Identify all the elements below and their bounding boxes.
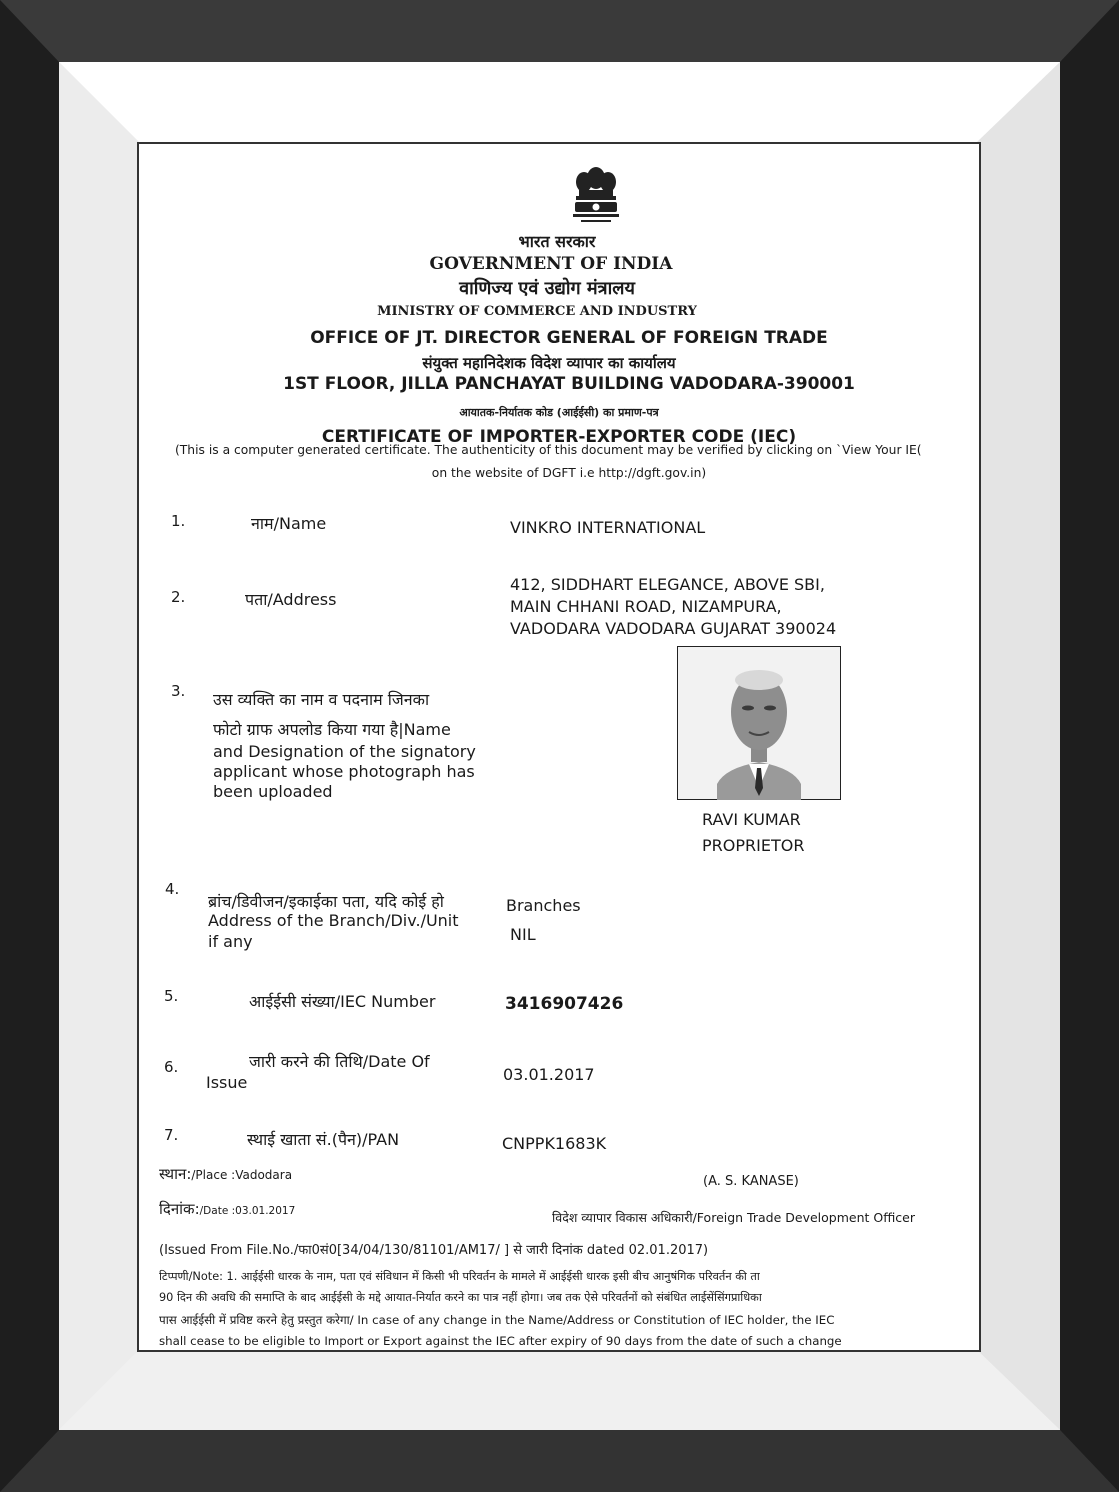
signatory-label-line: फोटो ग्राफ अपलोड किया गया है|Name bbox=[213, 720, 451, 739]
hindi-office-title: संयुक्त महानिदेशक विदेश व्यापार का कार्यालय bbox=[422, 354, 676, 372]
signatory-label-line: उस व्यक्ति का नाम व पदनाम जिनका bbox=[213, 690, 430, 709]
issue-date-label-line: जारी करने की तिथि/Date Of bbox=[249, 1052, 430, 1071]
iec-number-label: आईईसी संख्या/IEC Number bbox=[249, 992, 436, 1011]
place-value: /Place :Vadodara bbox=[191, 1168, 293, 1182]
address-label: पता/Address bbox=[245, 590, 337, 609]
field-number: 3. bbox=[171, 682, 186, 700]
address-line: 412, SIDDHART ELEGANCE, ABOVE SBI, bbox=[510, 575, 825, 594]
branch-label-line: if any bbox=[208, 932, 253, 951]
field-number: 4. bbox=[165, 880, 180, 898]
pan-label: स्थाई खाता सं.(पैन)/PAN bbox=[247, 1130, 400, 1149]
note-line: टिप्पणी/Note: 1. आईईसी धारक के नाम, पता एवं संविधान में किसी भी परिवर्तन के मामले में आईईसी धारक इसी बीच आनुषंगिक परिवर्तन की ता bbox=[159, 1270, 760, 1283]
date-value: /Date :03.01.2017 bbox=[199, 1205, 296, 1217]
name-label: नाम/Name bbox=[251, 514, 327, 533]
branch-label-line: Address of the Branch/Div./Unit bbox=[208, 911, 459, 930]
hindi-certificate-title: आयातक-निर्यातक कोड (आईईसी) का प्रमाण-पत्र bbox=[459, 406, 659, 419]
field-number: 7. bbox=[164, 1126, 179, 1144]
issue-date-label-line: Issue bbox=[206, 1073, 248, 1092]
officer-name: (A. S. KANASE) bbox=[703, 1174, 799, 1189]
field-number: 2. bbox=[171, 588, 186, 606]
signatory-label-line: been uploaded bbox=[213, 782, 333, 801]
address-line: MAIN CHHANI ROAD, NIZAMPURA, bbox=[510, 597, 782, 616]
issue-date-value: 03.01.2017 bbox=[503, 1065, 595, 1084]
hindi-ministry-title: वाणिज्य एवं उद्योग मंत्रालय bbox=[459, 278, 635, 299]
signatory-name: RAVI KUMAR bbox=[702, 810, 801, 829]
field-number: 6. bbox=[164, 1058, 179, 1076]
signatory-label-line: and Designation of the signatory bbox=[213, 742, 476, 761]
name-value: VINKRO INTERNATIONAL bbox=[510, 518, 706, 537]
signatory-designation: PROPRIETOR bbox=[702, 836, 805, 855]
iec-number-value: 3416907426 bbox=[505, 994, 624, 1014]
ministry-title: MINISTRY OF COMMERCE AND INDUSTRY bbox=[377, 304, 697, 319]
date-line bbox=[159, 1199, 295, 1219]
verification-note-line2: on the website of DGFT i.e http://dgft.gov.in) bbox=[431, 466, 707, 480]
certificate-title: CERTIFICATE OF IMPORTER-EXPORTER CODE (IEC) bbox=[321, 427, 797, 447]
certificate-document bbox=[139, 144, 979, 1350]
branches-value: NIL bbox=[510, 925, 536, 944]
issued-from-line: (Issued From File.No./फा0सं0[34/04/130/81101/AM17/ ] से जारी दिनांक dated 02.01.2017) bbox=[159, 1243, 709, 1258]
note-line: shall cease to be eligible to Import or Export against the IEC after expiry of 90 days from the date of such a change bbox=[159, 1334, 842, 1348]
verification-note-line1: (This is a computer generated certificate. The authenticity of this document may be verified by clicking on `View Your IE( bbox=[175, 443, 922, 457]
field-number: 1. bbox=[171, 512, 186, 530]
field-number: 5. bbox=[164, 987, 179, 1005]
office-address: 1ST FLOOR, JILLA PANCHAYAT BUILDING VADODARA-390001 bbox=[283, 374, 855, 394]
signatory-label-line: applicant whose photograph has bbox=[213, 762, 475, 781]
hindi-government-title: भारत सरकार bbox=[518, 232, 596, 251]
note-line: पास आईईसी में प्रविष्ट करने हेतु प्रस्तुत करेगा/ In case of any change in the Name/Address or Constitution of IEC holder, the IEC bbox=[159, 1313, 835, 1327]
national-emblem-icon bbox=[567, 164, 625, 234]
government-title: GOVERNMENT OF INDIA bbox=[429, 254, 673, 274]
place-hindi-label: स्थान: bbox=[159, 1165, 192, 1183]
pan-value: CNPPK1683K bbox=[502, 1134, 607, 1153]
place-line bbox=[159, 1164, 292, 1184]
branch-label-line: ब्रांच/डिवीजन/इकाईका पता, यदि कोई हो bbox=[208, 892, 444, 911]
officer-title: विदेश व्यापार विकास अधिकारी/Foreign Trade Development Officer bbox=[552, 1210, 916, 1225]
note-line: 90 दिन की अवधि की समाप्ति के बाद आईईसी के मद्दे आयात-निर्यात करने का पात्र नहीं होगा। जब तक ऐसे परिवर्तनों को संबंधित लाईसेंसिंगप्राधिका bbox=[159, 1291, 762, 1304]
branches-heading: Branches bbox=[506, 896, 581, 915]
date-hindi-label: दिनांक: bbox=[159, 1200, 200, 1218]
address-line: VADODARA VADODARA GUJARAT 390024 bbox=[510, 619, 837, 638]
office-title: OFFICE OF JT. DIRECTOR GENERAL OF FOREIGN TRADE bbox=[310, 328, 828, 348]
signatory-photo bbox=[677, 646, 841, 800]
